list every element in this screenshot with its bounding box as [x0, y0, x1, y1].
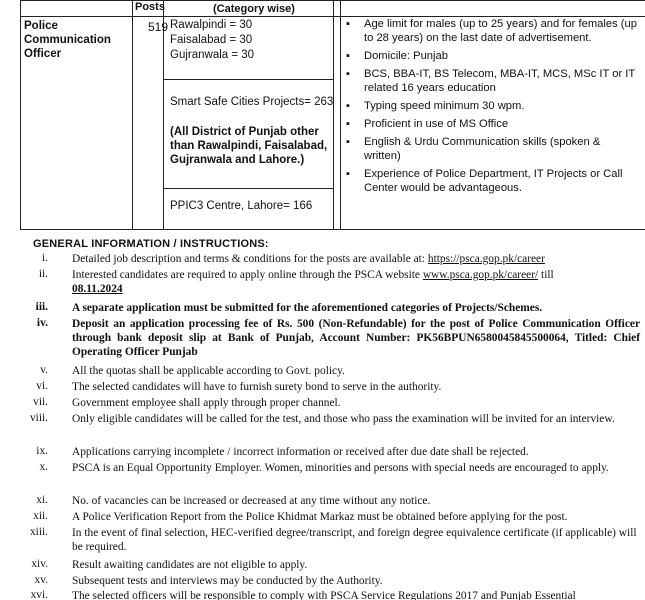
- category-faisalabad: Faisalabad = 30: [170, 34, 253, 46]
- post-name: Police Communication Officer: [24, 20, 111, 60]
- category-other-districts: (All District of Punjab other than Rawalpindi, Faisalabad, Gujranwala and Lahore.): [170, 126, 328, 166]
- general-info-heading: GENERAL INFORMATION / INSTRUCTIONS:: [33, 238, 269, 250]
- requirement-item: ▪ Domicile: Punjab: [340, 49, 640, 63]
- website-link[interactable]: www.psca.gop.pk/career/: [422, 269, 539, 281]
- category-smart-safe-cities: Smart Safe Cities Projects= 263: [170, 96, 334, 108]
- category-rawalpindi: Rawalpindi = 30: [170, 19, 253, 31]
- career-link[interactable]: https://psca.gop.pk/career: [427, 253, 545, 265]
- job-advertisement-page: Posts (Category wise) Police Communication Officer 519 Rawalpindi = 30 Faisalabad = 30 Gujranwala = 30 Smart Safe Cities Projects= 263 (All District of Punjab other than Rawalpindi, Faisalabad, Gujranwala and Lahore.) PPIC3 Centre, Lahore= 166 ▪ Age limit for males (up to 25 years) and for females (up to 28 years) on the last date of advertisement. ▪ Domicile: Punjab ▪ BCS, BBA-IT, BS Telecom, MBA-IT, MCS, MSc IT or IT related 16 years education ▪ Typing speed minimum 30 wpm. ▪ Proficient in use of MS Office ▪ English & Urdu Communication skills (spoken & written) ▪ Experience of Police Department, IT Projects or Call Center would be advantageous. GENERAL INFORMATION / INSTRUCTIONS: i. Detailed job description and terms & conditions for the posts are available at: https://psca.gop.pk/career ii. Interested candidates are required to apply online through the PSCA website www.psca.gop.pk/career/ till 08.11.2024 iii. A separate application must be submitted for the aforementioned categories of Projects/Schemes. iv. Deposit an application processing fee of Rs. 500 (Non-Refundable) for the post of Police Communication Officer through bank deposit slip at Bank of Punjab, Account Number: PK56BPUN6580045845500064, Titled: Chief Operating Officer Punjab v. All the quotas shall be applicable according to Govt. policy. vi. The selected candidates will have to furnish surety bond to serve in the authority. vii. Government employee shall apply through proper channel. viii. Only eligible candidates will be called for the test, and those who pass the examination will be invited for an interview. ix. Applications carrying incomplete / incorrect information or received after due date shall be rejected. x. PSCA is an Equal Opportunity Employer. Women, minorities and persons with special needs are encouraged to apply. xi. No. of vacancies can be increased or decreased at any time without any notice. xii. A Police Verification Report from the Police Khidmat Markaz must be obtained before applying for the post. xiii. In the event of final selection, HEC-verified degree/transcript, and foreign degree equivalence certificate (if applicable) will be required. xiv. Result awaiting candidates are not eligible to apply. xv. Subsequent tests and interviews may be conducted by the Authority. xvi. The selected officers will be responsible to comply with PSCA Service Regulations 2017 and Punjab Essential: [0, 0, 645, 600]
- category-gujranwala: Gujranwala = 30: [170, 49, 255, 61]
- posts-column-header: Posts: [135, 1, 165, 13]
- category-ppic3-lahore: PPIC3 Centre, Lahore= 166: [170, 200, 313, 212]
- job-requirements-table: [20, 0, 645, 230]
- post-count: 519: [148, 20, 169, 34]
- deadline-date: 08.11.2024: [72, 283, 123, 295]
- requirements-list: [340, 17, 640, 199]
- category-column-header: (Category wise): [213, 3, 295, 15]
- requirement-item: ▪ Experience of Police Department, IT Projects or Call Center would be advantageous.: [340, 167, 640, 195]
- requirement-item: ▪ Age limit for males (up to 25 years) and for females (up to 28 years) on the last date of advertisement.: [340, 17, 640, 45]
- requirement-item: ▪ Typing speed minimum 30 wpm.: [340, 99, 640, 113]
- requirement-item: ▪ Proficient in use of MS Office: [340, 117, 640, 131]
- requirement-item: ▪ BCS, BBA-IT, BS Telecom, MBA-IT, MCS, MSc IT or IT related 16 years education: [340, 67, 640, 95]
- requirement-item: ▪ English & Urdu Communication skills (spoken & written): [340, 135, 640, 163]
